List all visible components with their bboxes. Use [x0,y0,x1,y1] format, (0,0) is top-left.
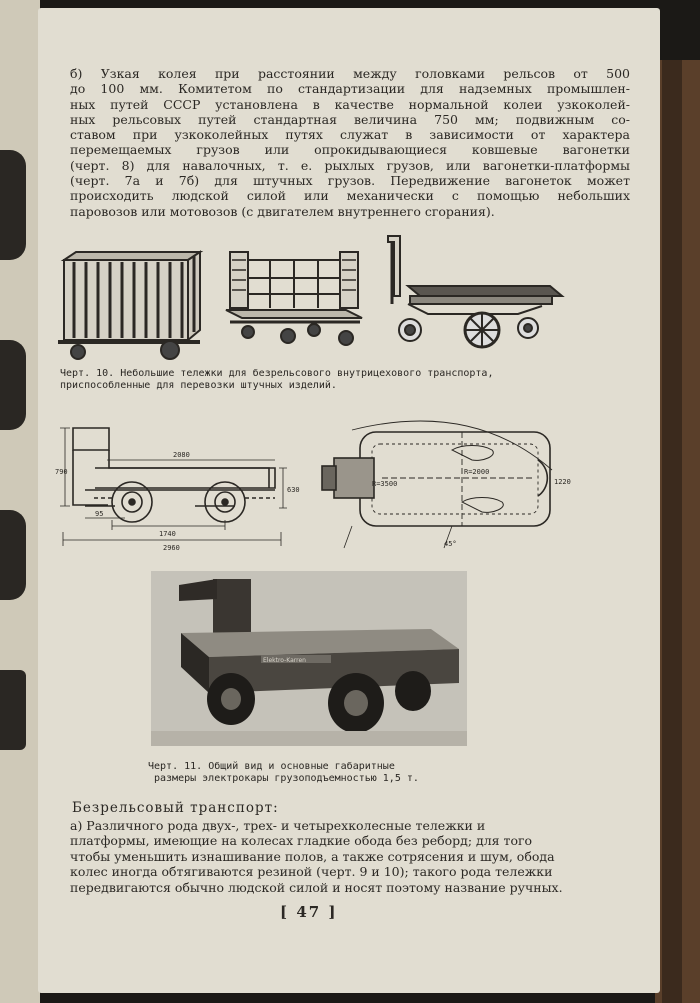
previous-page-illustration [0,150,26,260]
dim-angle: 45° [444,540,457,548]
text-line: (черт. 8) для навалочных, т. е. рыхлых грузов, или вагонетки-платформы [70,157,630,173]
figure-10-caption [60,368,493,392]
section-heading: Безрельсовый транспорт: [72,800,279,816]
text-line: б) Узкая колея при расстоянии между головками рельсов от 500 [70,66,630,81]
text-line: а) Различного рода двух-, трех- и четырехколесные тележки и [70,818,486,833]
dim-radius-2: R=3500 [372,480,398,488]
dim-height-right: 630 [287,486,300,494]
dim-radius: R=2000 [464,468,490,476]
dim-overall-length: 2960 [163,544,180,552]
dim-height-left: 790 [55,468,68,476]
text-line: ных путей СССР установлена в качестве нормальной колеи узкоколей- [70,96,630,112]
paragraph-narrow-gauge [70,66,630,219]
text-line: паровозов или мотовозов (с двигателем внутреннего сгорания). [70,203,495,219]
previous-page-illustration [0,670,26,750]
book-spine [662,60,682,1003]
text-line: колес иногда обтягиваются резиной (черт. 9 и 10); такого рода тележки [70,864,553,880]
text-line: (черт. 7а и 7б) для штучных грузов. Передвижение вагонеток может [70,173,630,189]
previous-page-illustration [0,510,26,600]
page-number: [ 47 ] [280,903,338,921]
text-line: ставом при узкоколейных путях служат в зависимости от характера [70,127,630,143]
paragraph-trackless-transport [70,818,630,895]
cage-cart-drawing [58,252,200,359]
electric-truck-plan-view-drawing [312,410,572,555]
text-line: чтобы уменьшить изнашивание полов, а также сотрясения и шум, обода [70,848,555,864]
electric-truck-photo-art [151,571,467,746]
rack-cart-drawing [226,252,362,345]
figure-10-carts [50,230,570,365]
figure-11-caption [148,761,419,785]
previous-page-edge [0,0,40,1003]
electric-truck-side-view-drawing [55,422,305,557]
caption-line: приспособленные для перевозки штучных изделий. [60,380,337,391]
dim-platform-length: 2080 [173,451,190,459]
text-line: до 100 мм. Комитетом по стандартизации для надземных промышлен- [70,81,630,97]
truck-lettering: Elektro-Karren [263,657,306,664]
text-line: происходить людской силой или механически с помощью небольших [70,188,630,204]
previous-page-illustration [0,340,26,430]
text-line: ных рельсовых путей стандартная величина 750 мм; подвижным со- [70,111,630,127]
text-line: платформы, имеющие на колесах гладкие обода без реборд; для того [70,833,533,849]
platform-truck-drawing [388,236,562,347]
caption-line: Черт. 10. Небольшие тележки для безрельсового внутрицехового транспорта, [60,368,494,379]
dim-width: 1220 [554,478,571,486]
text-line: передвигаются обычно людской силой и носят поэтому название ручных. [70,879,563,895]
electric-truck-photo [151,571,467,746]
caption-line: размеры электрокары грузоподъемностью 1,5 т. [154,773,419,784]
dim-clearance: 95 [95,510,104,518]
dim-wheel-span: 1740 [159,530,176,538]
text-line: перемещаемых грузов или опрокидывающиеся ковшевые вагонетки [70,142,630,158]
caption-line: Черт. 11. Общий вид и основные габаритные [148,761,395,772]
